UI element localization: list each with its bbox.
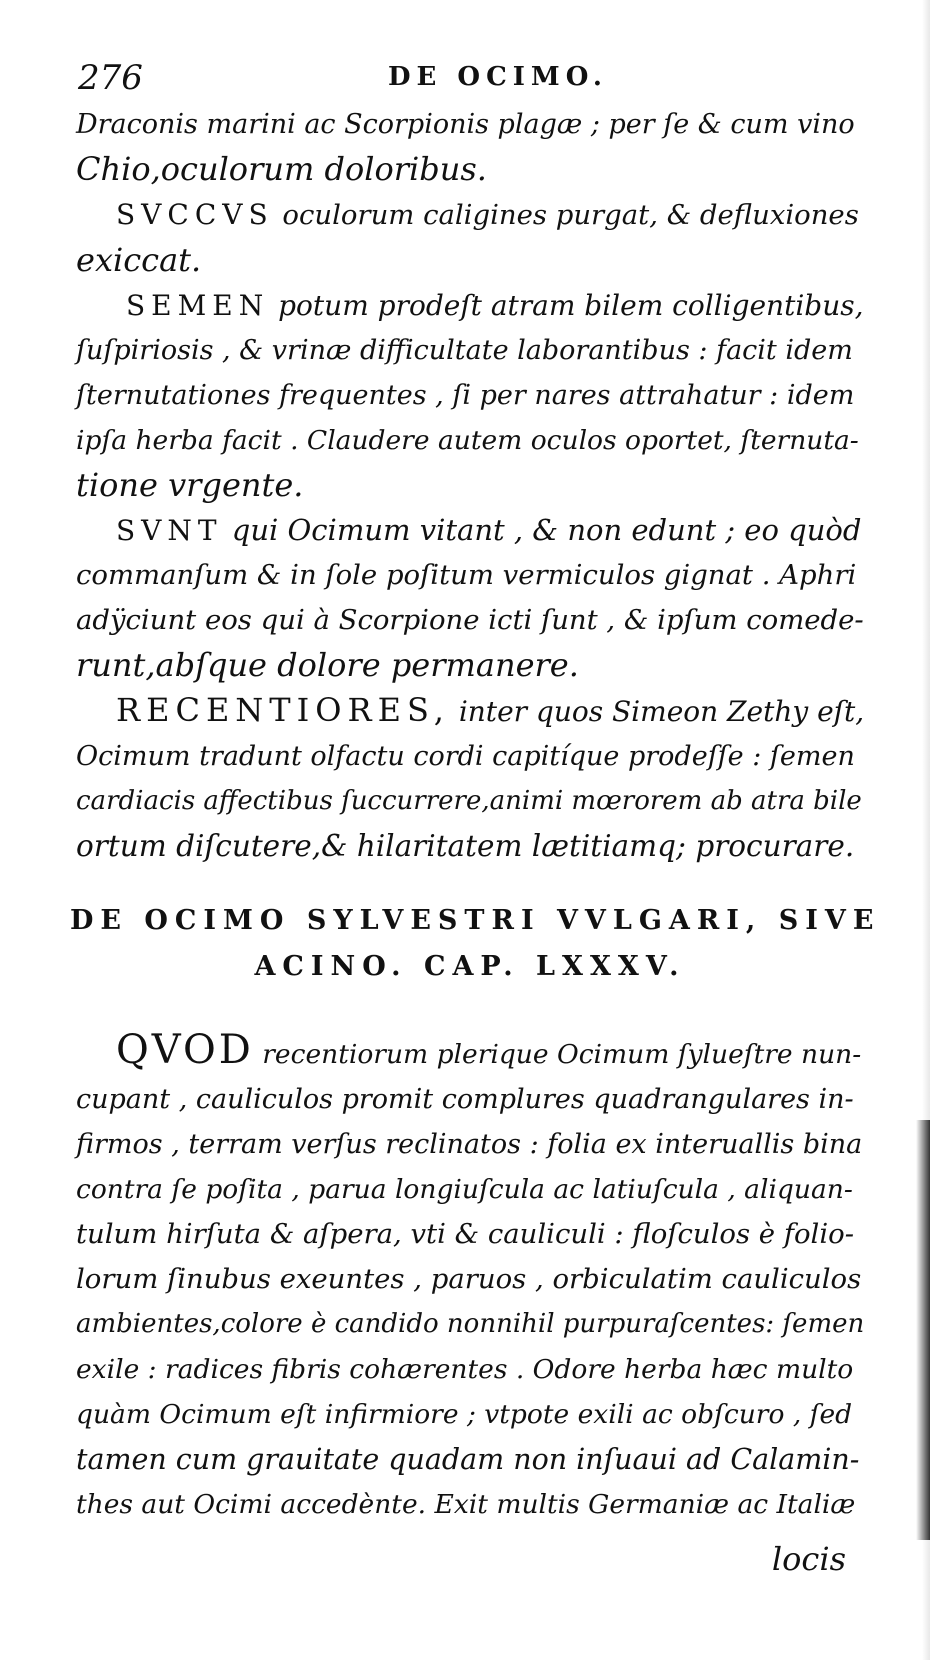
text-segment: recentiorum plerique Ocimum ſylueſtre nun- bbox=[253, 1039, 862, 1070]
lead-word: SEMEN bbox=[126, 289, 270, 322]
text-line: Ocimum tradunt olfactu cordi capitíque prodeſſe : ſemen bbox=[76, 741, 855, 772]
catchword: locis bbox=[771, 1540, 846, 1578]
text-line: exiccat. bbox=[76, 241, 202, 279]
chapter-text bbox=[76, 1028, 866, 1527]
paragraph-1 bbox=[76, 102, 866, 192]
text-segment: qui Ocimum vitant , & non edunt ; eo quòd bbox=[222, 513, 862, 547]
text-line: cardiacis affectibus ſuccurrere,animi mœrorem ab atra bile bbox=[76, 786, 862, 816]
text-line: firmos , terram verſus reclinatos : folia ex interuallis bina bbox=[76, 1129, 863, 1160]
paragraph-3 bbox=[76, 283, 866, 508]
text-segment: inter quos Simeon Zethy eſt, bbox=[449, 695, 865, 728]
text-line: ortum diſcutere,& hilaritatem lætitiamq; procurare. bbox=[76, 829, 855, 863]
text-line: ipſa herba facit . Claudere autem oculos oportet, ſternuta- bbox=[76, 425, 859, 456]
paragraph-2 bbox=[76, 192, 866, 283]
text-line bbox=[76, 1028, 866, 1077]
paragraph-4 bbox=[76, 508, 866, 688]
text-line: Chio,oculorum doloribus. bbox=[76, 150, 487, 188]
text-line: tione vrgente. bbox=[76, 466, 304, 504]
text-line: commanſum & in ſole poſitum vermiculos gignat . Aphri bbox=[76, 559, 857, 591]
lead-word: SVCCVS bbox=[116, 198, 274, 231]
chapter-heading bbox=[70, 898, 881, 990]
chapter-paragraph bbox=[76, 1028, 866, 1527]
text-line bbox=[76, 192, 866, 238]
chapter-heading-line-1: DE OCIMO SYLVESTRI VVLGARI, SIVE bbox=[70, 905, 881, 936]
text-line: tamen cum grauitate quadam non inſuaui ad Calamin- bbox=[76, 1443, 860, 1476]
text-line: Draconis marini ac Scorpionis plagæ ; per ſe & cum vino bbox=[76, 109, 855, 140]
chapter-heading-line-2: ACINO. CAP. LXXXV. bbox=[254, 951, 686, 982]
running-title: DE OCIMO. bbox=[388, 62, 608, 92]
text-line: ſternutationes frequentes , ſi per nares attrahatur : idem bbox=[76, 380, 855, 411]
paragraph-5 bbox=[76, 688, 866, 869]
text-line bbox=[76, 688, 866, 734]
text-line: exile : radices fibris cohærentes . Odore herba hæc multo bbox=[76, 1354, 854, 1385]
text-segment: oculorum caligines purgat, & defluxiones bbox=[273, 199, 859, 231]
lead-word: QVOD bbox=[116, 1027, 254, 1073]
text-line: cupant , cauliculos promit complures quadrangulares in- bbox=[76, 1084, 854, 1115]
lead-word: SVNT bbox=[116, 514, 223, 547]
text-segment: potum prodeſt atram bilem colligentibus, bbox=[269, 289, 864, 322]
text-line: tulum hirſuta & aſpera, vti & cauliculi : floſculos è foliο- bbox=[76, 1218, 854, 1250]
text-line: quàm Ocimum eſt infirmiore ; vtpote exili ac obſcuro , ſed bbox=[76, 1399, 853, 1430]
page-edge-binding bbox=[916, 1120, 930, 1540]
page-header bbox=[78, 58, 870, 98]
main-text bbox=[76, 102, 866, 869]
text-line: ambientes,colore è candido nonnihil purpuraſcentes: ſemen bbox=[76, 1309, 865, 1339]
text-line: ſuſpiriosis , & vrinæ difficultate laborantibus : facit idem bbox=[76, 335, 853, 366]
text-line: contra ſe poſita , parua longiuſcula ac latiuſcula , aliquan- bbox=[76, 1174, 853, 1205]
lead-word: RECENTIORES, bbox=[116, 691, 450, 729]
text-line bbox=[76, 283, 866, 328]
text-line: adÿciunt eos qui à Scorpione icti ſunt , & ipſum comede- bbox=[76, 604, 864, 636]
text-line bbox=[76, 508, 866, 553]
page-number: 276 bbox=[78, 58, 143, 98]
text-line: thes aut Ocimi accedènte. Exit multis Germaniæ ac Italiæ bbox=[76, 1489, 856, 1520]
text-line: lorum ſinubus exeuntes , paruos , orbiculatim cauliculos bbox=[76, 1263, 862, 1295]
text-line: runt,abſque dolore permanere. bbox=[76, 646, 579, 684]
